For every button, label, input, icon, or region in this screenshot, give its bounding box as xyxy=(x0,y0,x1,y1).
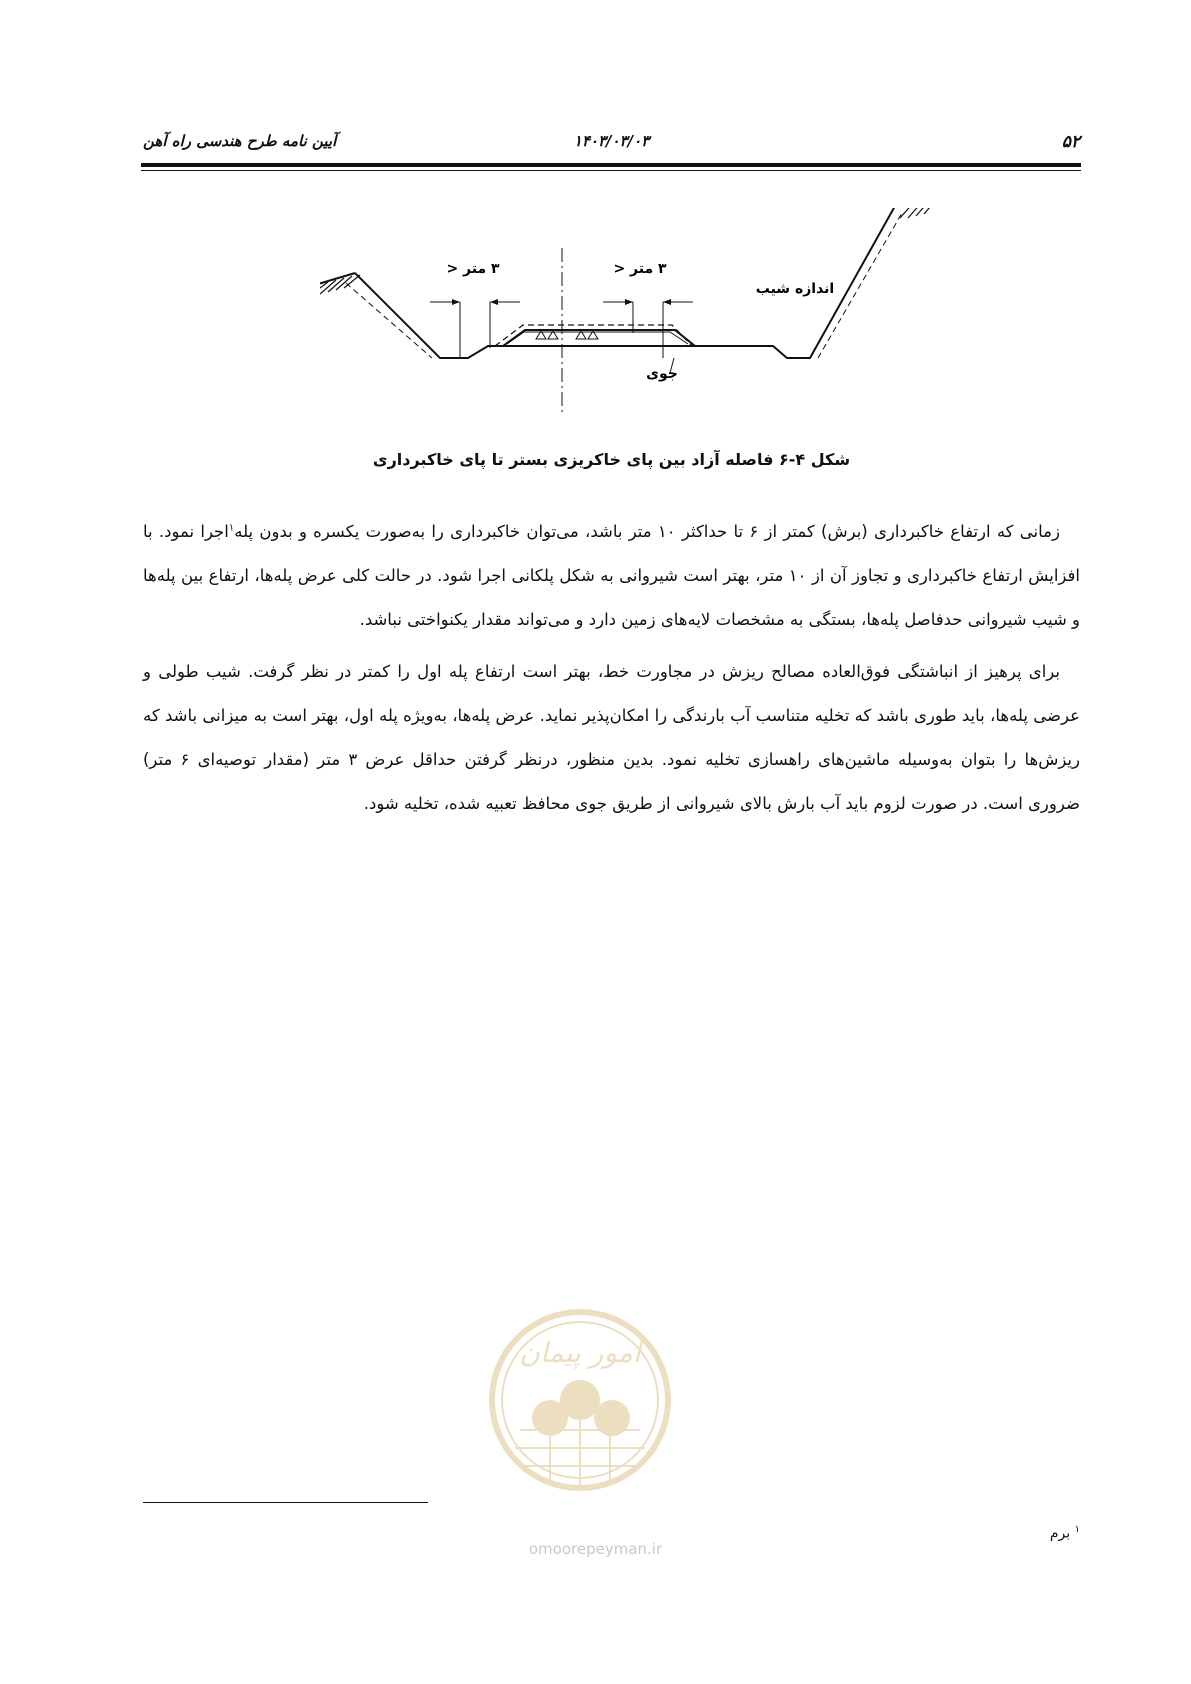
left-slope-dashed xyxy=(346,283,432,358)
body-text xyxy=(143,510,1080,834)
cut-section-figure xyxy=(320,208,930,448)
paragraph-1-b: اجرا نمود. با افزایش ارتفاع خاکبرداری و تجاوز آن از ۱۰ متر، بهتر است شیروانی به شکل پلکانی اجرا شود. در حالت کلی عرض پله‌ها، ارتفاع بین پله‌ها و شیب شیروانی حدفاصل پله‌ها، بستگی به مشخصات لایه‌های زمین دارد و می‌تواند مقدار یکنواختی نباشد. xyxy=(143,522,1080,629)
figure-caption: شکل ۴-۶ فاصله آزاد بین پای خاکریزی بستر تا پای خاکبرداری xyxy=(372,450,851,469)
label-slope: اندازه شیب xyxy=(755,281,835,297)
embankment-dashed xyxy=(495,325,692,346)
paragraph-1 xyxy=(143,510,1080,642)
label-ditch: جوی xyxy=(646,366,678,382)
footnote xyxy=(1050,1524,1080,1542)
footnote-ref: ۱ xyxy=(228,522,235,534)
footnote-text: برم xyxy=(1049,1525,1071,1542)
ground-right-hatch xyxy=(900,208,930,218)
header-rule-thin xyxy=(141,170,1081,171)
label-right-width: ۳ متر < xyxy=(613,261,667,277)
page-header xyxy=(143,128,1080,156)
ground-left-line xyxy=(320,273,355,287)
left-slope xyxy=(355,273,495,358)
header-date: ۱۴۰۳/۰۳/۰۳ xyxy=(573,132,650,150)
svg-text:امور پیمان: امور پیمان xyxy=(519,1336,641,1369)
watermark-url: omoorepeyman.ir xyxy=(528,1540,663,1558)
header-rule-thick xyxy=(141,163,1081,167)
paragraph-2: برای پرهیز از انباشتگی فوق‌العاده مصالح ریزش در مجاورت خط، بهتر است ارتفاع پله اول را کمتر در نظر گرفت. شیب طولی و عرضی پله‌ها، باید طوری باشد که تخلیه متناسب آب بارندگی را امکان‌پذیر نماید. عرض پله‌ها، به‌ویژه پله اول، بهتر است به میزانی باشد که ریزش‌ها را بتوان به‌وسیله ماشین‌های راهسازی تخلیه نمود. بدین منظور، درنظر گرفتن حداقل عرض ۳ متر (مقدار توصیه‌ای ۶ متر) ضروری است. در صورت لزوم باید آب بارش بالای شیروانی از طریق جوی محافظ تعبیه شده، تخلیه شود. xyxy=(143,662,1080,813)
paragraph-1-a: زمانی که ارتفاع خاکبرداری (برش) کمتر از ۶ تا حداکثر ۱۰ متر باشد، می‌توان خاکبرداری را به‌صورت یکسره و بدون پله xyxy=(234,522,1060,541)
footnote-number: ۱ xyxy=(1074,1524,1080,1535)
footnote-rule xyxy=(143,1502,428,1503)
header-title: آیین نامه طرح هندسی راه آهن xyxy=(143,132,337,150)
watermark-logo xyxy=(480,1300,680,1530)
label-left-width: ۳ متر < xyxy=(446,261,500,277)
page-number: ۵۲ xyxy=(1061,132,1080,152)
